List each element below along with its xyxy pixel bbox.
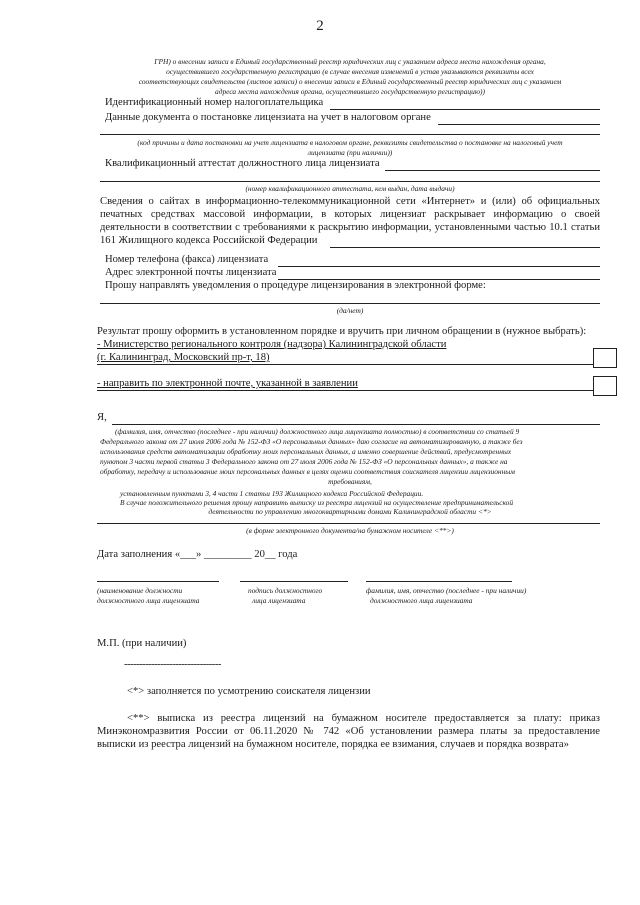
phone-label: Номер телефона (факса) лицензиата — [105, 254, 269, 265]
option-address: (г. Калининград, Московский пр-т, 18) — [97, 352, 270, 363]
option-email: - направить по электронной почте, указанной в заявлении — [97, 378, 358, 389]
signature-line[interactable] — [240, 581, 348, 582]
tax-doc-label: Данные документа о постановке лицензиата на учет в налоговом органе — [105, 112, 431, 123]
cert-field-line[interactable] — [385, 170, 600, 171]
position-line[interactable] — [97, 581, 219, 582]
consent-line: пунктом 3 части первой статьи 3 Федерального закона от 27 июля 2006 года № 152-ФЗ «О персональных данных», а также на — [100, 457, 508, 466]
signature-hint: лица лицензиата — [252, 596, 306, 605]
cert-label: Квалификационный аттестат должностного лица лицензиата — [105, 158, 380, 169]
tax-doc-field-line-2[interactable] — [100, 134, 600, 135]
position-hint: (наименование должности — [97, 586, 183, 595]
inn-label: Идентификационный номер налогоплательщика — [105, 97, 324, 108]
sites-text: деятельности в соответствии с требованиями к раскрытию информации, установленными частью 10.1 статьи — [100, 222, 600, 233]
consent-line: В случае положительного решения прошу направить выписку из реестра лицензий на осуществление предпринимательской — [120, 498, 514, 507]
yes-no-hint: (да/нет) — [336, 306, 364, 315]
option-ministry-line — [97, 364, 593, 365]
tax-hint: лицензиата (при наличии)) — [307, 148, 393, 157]
footnote-2: <**> выписка из реестра лицензий на бумажном носителе предоставляется за плату: приказ — [127, 713, 600, 724]
fio-hint: фамилия, имя, отчество (последнее - при наличии) — [366, 586, 527, 595]
notify-field-line[interactable] — [100, 303, 600, 304]
consent-line: Федерального закона от 27 июля 2006 года № 152-ФЗ «О персональных данных» даю согласие на автоматизированную, а также без — [100, 437, 523, 446]
cert-hint: (номер квалификационного аттестата, кем выдан, дата выдачи) — [245, 184, 455, 193]
mp-label: М.П. (при наличии) — [97, 638, 187, 649]
ya-label: Я, — [97, 412, 107, 423]
intro-line: осуществившего государственную регистрацию (в случае внесения изменений в устав указываются реквизиты всех — [166, 67, 534, 76]
sites-text: печатных средствах массовой информации, в которых лицензиат раскрывает информацию о своей — [100, 209, 600, 220]
position-hint: должностного лица лицензиата — [97, 596, 200, 605]
sites-field-line[interactable] — [330, 247, 600, 248]
page-number: 2 — [316, 18, 324, 34]
consent-line: установленным пунктами 3, 4 части 1 статьи 193 Жилищного кодекса Российской Федерации. — [120, 489, 424, 498]
consent-line: (фамилия, имя, отчество (последнее - при наличии) должностного лица лицензиата полностью) в соответствии со статьей 9 — [115, 427, 520, 436]
option-ministry: - Министерство регионального контроля (надзора) Калининградской области — [97, 339, 447, 350]
sites-text: 161 Жилищного кодекса Российской Федерации — [100, 235, 318, 246]
signature-hint: подпись должностного — [248, 586, 323, 595]
fio-line[interactable] — [366, 581, 512, 582]
sites-text: Сведения о сайтах в информационно-телекоммуникационной сети «Интернет» и (или) об официальных — [100, 196, 600, 207]
tax-doc-field-line[interactable] — [438, 124, 600, 125]
consent-line: использования средств автоматизации обработку моих персональных данных, а именно совершение действий, предусмотренных — [100, 447, 512, 456]
cert-field-line-2[interactable] — [100, 181, 600, 182]
result-text: Результат прошу оформить в установленном порядке и вручить при личном обращении в (нужное выбрать): — [97, 326, 587, 337]
tax-hint: (код причины и дата постановки на учет лицензиата в налоговом органе, реквизиты свидетельства о постановке на налоговый учет — [137, 138, 563, 147]
form-field-line[interactable] — [97, 523, 600, 524]
consent-name-line[interactable] — [112, 424, 600, 425]
fio-hint: должностного лица лицензиата — [370, 596, 473, 605]
phone-field-line[interactable] — [278, 266, 600, 267]
option-email-line — [97, 390, 593, 391]
notify-label: Прошу направлять уведомления о процедуре лицензирования в электронной форме: — [105, 280, 486, 291]
footnote-2: Минэкономразвития России от 06.11.2020 № 742 «Об установлении размера платы за предоставление — [97, 726, 600, 737]
option-email-checkbox[interactable] — [593, 376, 617, 396]
date-text: Дата заполнения «___» _________ 20__ года — [97, 549, 298, 560]
consent-line: обработку, передачу и использование моих персональных данных в целях оценки соответствия соискателя лицензии лицензионным — [100, 467, 515, 476]
footnote-2: выписки из реестра лицензий на бумажном носителе, порядка ее взимания, случаев и порядка возврата» — [97, 739, 569, 750]
form-hint: (в форме электронного документа/на бумажном носителе <**>) — [246, 526, 454, 535]
footnote-separator: -------------------------------- — [124, 659, 221, 670]
inn-field-line[interactable] — [330, 109, 600, 110]
consent-line: требованиям, — [328, 477, 372, 486]
intro-line: адреса места нахождения органа, осуществившего государственную регистрацию)) — [215, 87, 485, 96]
email-label: Адрес электронной почты лицензиата — [105, 267, 277, 278]
intro-line: соответствующих свидетельств (листов записи) о внесении записи в Единый государственный реестр юридических лиц с указанием — [138, 77, 562, 86]
footnote-1: <*> заполняется по усмотрению соискателя лицензии — [127, 686, 371, 697]
option-ministry-checkbox[interactable] — [593, 348, 617, 368]
intro-line: ГРН) о внесении записи в Единый государственный реестр юридических лиц с указанием адреса места нахождения органа, — [154, 57, 546, 66]
consent-line: деятельности по управлению многоквартирными домами Калининградской области <*> — [208, 507, 492, 516]
